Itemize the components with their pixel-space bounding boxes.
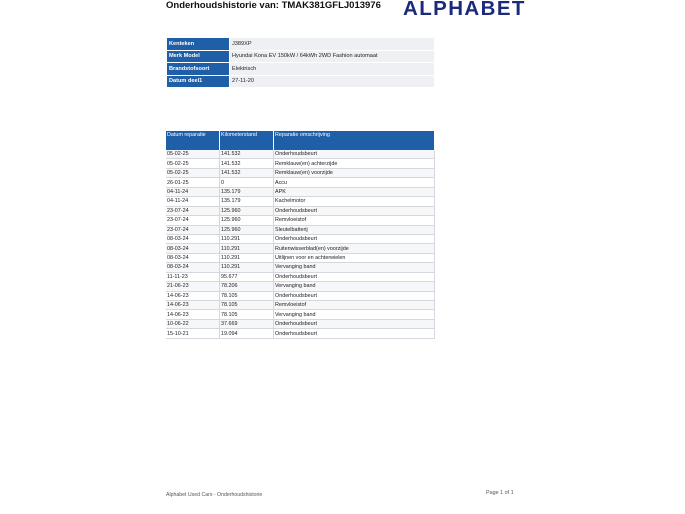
column-header-date: Datum reparatie bbox=[166, 131, 220, 150]
column-header-mileage: Kilometerstand bbox=[220, 131, 274, 150]
repair-date: 23-07-24 bbox=[166, 216, 220, 225]
table-row bbox=[166, 168, 435, 177]
repair-description: Onderhoudsbeurt bbox=[274, 150, 435, 159]
repair-date: 04-11-24 bbox=[166, 197, 220, 206]
table-row bbox=[166, 197, 435, 206]
repair-mileage: 110.291 bbox=[220, 263, 274, 272]
repair-mileage: 78.105 bbox=[220, 310, 274, 319]
repair-description: Onderhoudsbeurt bbox=[274, 329, 435, 338]
repair-date: 23-07-24 bbox=[166, 225, 220, 234]
repair-date: 05-02-25 bbox=[166, 150, 220, 159]
repair-mileage: 125.960 bbox=[220, 225, 274, 234]
repair-description: Onderhoudsbeurt bbox=[274, 234, 435, 243]
table-row bbox=[166, 150, 435, 159]
repair-description: Uitlijnen voor en achterwielen bbox=[274, 253, 435, 262]
vehicle-info-value: J389XP bbox=[230, 38, 435, 51]
vehicle-info-table bbox=[166, 37, 435, 88]
repair-date: 21-06-23 bbox=[166, 282, 220, 291]
repair-date: 14-06-23 bbox=[166, 291, 220, 300]
repair-mileage: 125.960 bbox=[220, 206, 274, 215]
repair-date: 05-02-25 bbox=[166, 159, 220, 168]
repair-date: 14-06-23 bbox=[166, 301, 220, 310]
vehicle-info-row bbox=[167, 50, 435, 63]
repair-date: 05-02-25 bbox=[166, 168, 220, 177]
repair-description: Sleutelbatterij bbox=[274, 225, 435, 234]
table-row bbox=[166, 263, 435, 272]
table-row bbox=[166, 178, 435, 187]
repair-mileage: 110.291 bbox=[220, 244, 274, 253]
repair-date: 26-01-25 bbox=[166, 178, 220, 187]
repair-mileage: 95.677 bbox=[220, 272, 274, 281]
repair-description: Vervanging band bbox=[274, 310, 435, 319]
repair-date: 15-10-21 bbox=[166, 329, 220, 338]
repair-mileage: 141.532 bbox=[220, 168, 274, 177]
vehicle-info-label: Datum deel1 bbox=[167, 75, 230, 88]
footer-title: Alphabet Used Cars - Onderhoudshistorie bbox=[166, 492, 263, 498]
repair-description: Onderhoudsbeurt bbox=[274, 272, 435, 281]
table-header-row bbox=[166, 131, 435, 150]
table-row bbox=[166, 282, 435, 291]
repair-mileage: 135.179 bbox=[220, 187, 274, 196]
repair-description: Onderhoudsbeurt bbox=[274, 206, 435, 215]
repair-mileage: 141.532 bbox=[220, 159, 274, 168]
table-row bbox=[166, 206, 435, 215]
repair-description: Onderhoudsbeurt bbox=[274, 319, 435, 328]
vehicle-info-value: 27-11-20 bbox=[230, 75, 435, 88]
table-row bbox=[166, 187, 435, 196]
repair-mileage: 78.105 bbox=[220, 291, 274, 300]
repair-description: Remvloeistof bbox=[274, 216, 435, 225]
table-row bbox=[166, 234, 435, 243]
page-title: Onderhoudshistorie van: TMAK381GFLJ013976 bbox=[166, 0, 381, 11]
repair-date: 23-07-24 bbox=[166, 206, 220, 215]
repair-description: APK bbox=[274, 187, 435, 196]
table-row bbox=[166, 319, 435, 328]
repair-date: 14-06-23 bbox=[166, 310, 220, 319]
repair-date: 08-03-24 bbox=[166, 244, 220, 253]
repair-mileage: 78.206 bbox=[220, 282, 274, 291]
table-row bbox=[166, 244, 435, 253]
repair-date: 08-03-24 bbox=[166, 253, 220, 262]
page-number: Page 1 of 1 bbox=[486, 490, 514, 496]
repair-mileage: 0 bbox=[220, 178, 274, 187]
repair-mileage: 141.532 bbox=[220, 150, 274, 159]
repair-mileage: 135.179 bbox=[220, 197, 274, 206]
vehicle-info-row bbox=[167, 38, 435, 51]
repair-mileage: 110.291 bbox=[220, 234, 274, 243]
repair-description: Vervanging band bbox=[274, 282, 435, 291]
table-row bbox=[166, 216, 435, 225]
vehicle-info-value: Hyundai Kona EV 150kW / 64kWh 2WD Fashion automaat bbox=[230, 50, 435, 63]
table-row bbox=[166, 310, 435, 319]
repair-mileage: 110.291 bbox=[220, 253, 274, 262]
table-row bbox=[166, 329, 435, 338]
alphabet-logo: ALPHABET bbox=[403, 0, 526, 20]
vehicle-info-row bbox=[167, 63, 435, 76]
vehicle-info-label: Merk Model bbox=[167, 50, 230, 63]
repair-description: Onderhoudsbeurt bbox=[274, 291, 435, 300]
table-row bbox=[166, 225, 435, 234]
repair-description: Remklauw(en) achterzijde bbox=[274, 159, 435, 168]
repair-date: 08-03-24 bbox=[166, 234, 220, 243]
repair-mileage: 19.094 bbox=[220, 329, 274, 338]
vehicle-info-row bbox=[167, 75, 435, 88]
repair-description: Vervanging band bbox=[274, 263, 435, 272]
table-row bbox=[166, 291, 435, 300]
repair-description: Accu bbox=[274, 178, 435, 187]
repair-date: 04-11-24 bbox=[166, 187, 220, 196]
repair-description: Ruitenwisserblad(en) voorzijde bbox=[274, 244, 435, 253]
column-header-description: Reparatie omschrijving bbox=[274, 131, 435, 150]
repair-description: Remklauw(en) voorzijde bbox=[274, 168, 435, 177]
vehicle-info-label: Kenteken bbox=[167, 38, 230, 51]
repair-history-table bbox=[166, 131, 435, 339]
vehicle-info-value: Elektrisch bbox=[230, 63, 435, 76]
repair-mileage: 125.960 bbox=[220, 216, 274, 225]
table-row bbox=[166, 159, 435, 168]
repair-mileage: 78.105 bbox=[220, 301, 274, 310]
repair-mileage: 37.669 bbox=[220, 319, 274, 328]
table-row bbox=[166, 301, 435, 310]
repair-date: 08-03-24 bbox=[166, 263, 220, 272]
table-row bbox=[166, 272, 435, 281]
vehicle-info-label: Brandstofsoort bbox=[167, 63, 230, 76]
repair-date: 11-11-23 bbox=[166, 272, 220, 281]
table-row bbox=[166, 253, 435, 262]
repair-description: Kachelmotor bbox=[274, 197, 435, 206]
repair-date: 10-06-22 bbox=[166, 319, 220, 328]
repair-description: Remvloeistof bbox=[274, 301, 435, 310]
